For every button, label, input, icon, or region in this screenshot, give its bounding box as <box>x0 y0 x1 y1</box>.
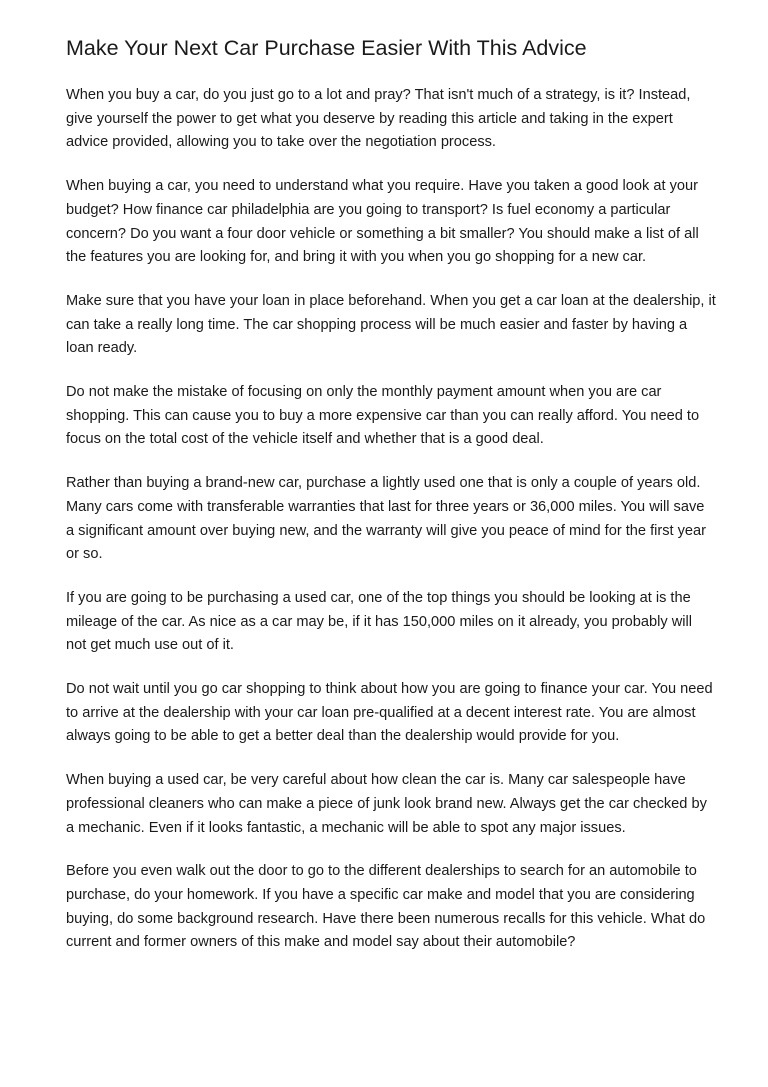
paragraph-cleanliness: When buying a used car, be very careful about how clean the car is. Many car salespeople have professional cleaners who can make a piece of junk look brand new. Always get the car checked by a mechanic. Even if it looks fantastic, a mechanic will be able to spot any major issues. <box>66 772 707 836</box>
paragraph-homework: Before you even walk out the door to go to the different dealerships to search for an automobile to purchase, do your homework. If you have a specific car make and model that you are considering buying, do some background research. Have there been numerous recalls for this vehicle. What do current and former owners of this make and model say about their automobile? <box>66 863 706 951</box>
paragraph-financing: Do not wait until you go car shopping to think about how you are going to finance your car. You need to arrive at the dealership with your car loan pre-qualified at a decent interest rate. You are almost always going to be able to get a better deal than the dealership would provide for you. <box>66 681 713 745</box>
paragraph-requirements: When buying a car, you need to understand what you require. Have you taken a good look at your budget? How finance car philadelphia are you going to transport? Is fuel economy a particular concern? Do you want a four door vehicle or something a bit smaller? You should make a list of all the features you are looking for, and bring it with you when you go shopping for a new car. <box>66 178 699 266</box>
paragraph-monthly-payment: Do not make the mistake of focusing on only the monthly payment amount when you are car shopping. This can cause you to buy a more expensive car than you can really afford. You need to focus on the total cost of the vehicle itself and whether that is a good deal. <box>66 384 700 448</box>
paragraph-loan: Make sure that you have your loan in place beforehand. When you get a car loan at the dealership, it can take a really long time. The car shopping process will be much easier and faster by having a loan ready. <box>66 292 716 357</box>
page-title: Make Your Next Car Purchase Easier With This Advice <box>66 36 587 60</box>
paragraph-mileage: If you are going to be purchasing a used car, one of the top things you should be looking at is the mileage of the car. As nice as a car may be, if it has 150,000 miles on it already, you probably will not get much use out of it. <box>66 589 692 654</box>
paragraph-used-car: Rather than buying a brand-new car, purchase a lightly used one that is only a couple of years old. Many cars come with transferable warranties that last for three years or 36,000 miles. You will save a significant amount over buying new, and the warranty will give you peace of mind for the first year or so. <box>66 475 707 563</box>
paragraph-intro: When you buy a car, do you just go to a lot and pray? That isn't much of a strategy, is it? Instead, give yourself the power to get what you deserve by reading this article and taking in the expert advice provided, allowing you to take over the negotiation process. <box>66 87 691 151</box>
